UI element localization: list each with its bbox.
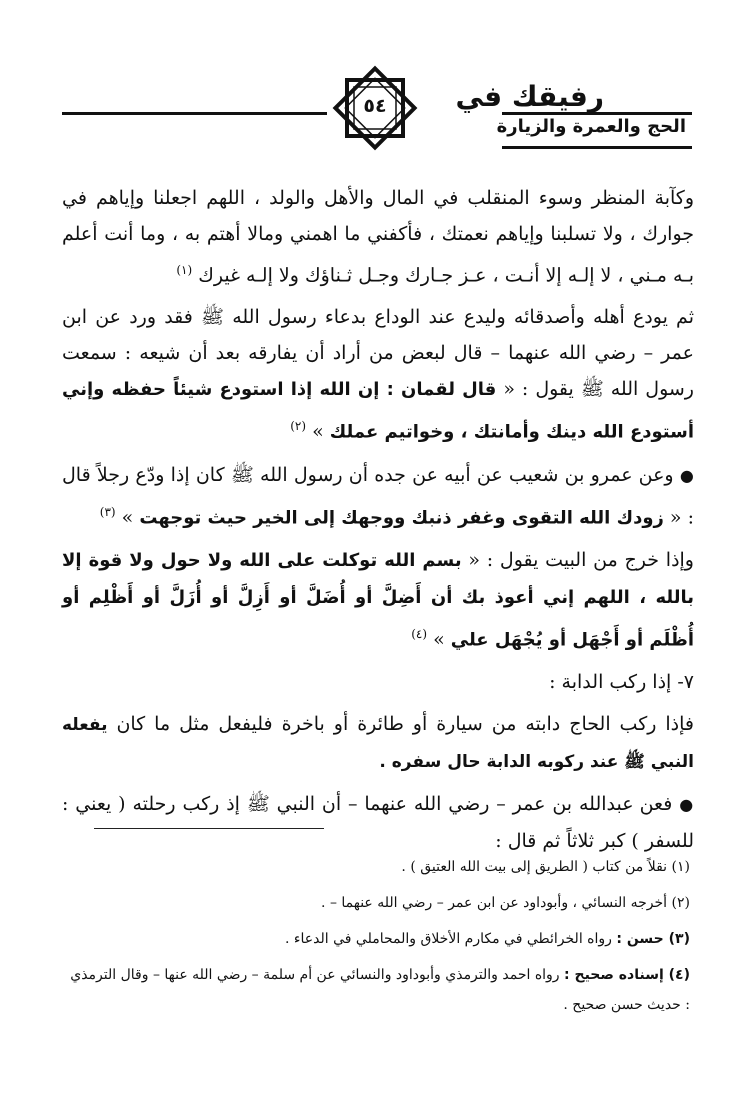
header-rule-top (502, 112, 692, 115)
bullet-icon: ● (679, 465, 694, 485)
quote-text: زودك الله التقوى وغفر ذنبك ووجهك إلى الخير حيث توجهت (139, 506, 664, 528)
quote-close: » (312, 420, 324, 443)
paragraph-text: فعن عبدالله بن عمر – رضي الله عنهما – أن النبي ﷺ إذ ركب رحلته ( يعني : للسفر ) كبر ثلاثاً ثم قال : (62, 793, 694, 853)
footnote-ref: (٤) (411, 626, 428, 641)
footnote-text: رواه الخرائطي في مكارم الأخلاق والمحاملي في الدعاء . (285, 931, 612, 947)
footnote-2: (٢) أخرجه النسائي ، وأبوداود عن ابن عمر – رضي الله عنهما – . (321, 895, 690, 911)
header-title: رفيقك في (455, 80, 604, 113)
footnote-divider (94, 828, 324, 829)
footnotes (65, 852, 690, 1026)
bullet-icon: ● (679, 795, 694, 815)
footnote-label: (٤) إسناده صحيح : (564, 967, 690, 983)
paragraph-text: وكآبة المنظر وسوء المنقلب في المال والأهل والولد ، اللهم اجعلنا وإياهم في جوارك ، ولا تسلبنا وإياهم نعمتك ، فأكفني ما اهمني ومالا أهتم به ، وما أنت أعلم بـه مـني ، لا إلـه إلا أنـت ، عـز جـارك وجـل ثـناؤك ولا إلـه غيرك (62, 187, 694, 287)
quote-text: قال لقمان : إن الله إذا استودع شيئاً حفظه وإني أستودع الله دينك وأمانتك ، وخواتيم عملك (62, 379, 694, 443)
paragraph (62, 706, 694, 780)
paragraph (62, 299, 694, 450)
paragraph-text-bold: يفعله النبي ﷺ عند ركوبه الدابة حال سفره . (62, 715, 694, 773)
footnote-ref: (٢) (290, 419, 307, 434)
paragraph-text: ثم يودع أهله وأصدقائه وليدع عند الوداع بدعاء رسول الله ﷺ فقد ورد عن ابن عمر – رضي الله عنهما – قال لبعض من أراد أن يفارقه بعد أن شيعه : سمعت رسول الله ﷺ يقول : « (62, 306, 694, 401)
quote-text: بسم الله توكلت على الله ولا حول ولا قوة إلا بالله ، اللهم إني أعوذ بك أن أَضِلَّ أو أُضَلَّ أو أَزِلَّ أو أُزَلَّ أو أَظْلِم أو أُظْلَم أو أَجْهَل أو يُجْهَل علي (62, 549, 694, 651)
footnote-3 (65, 924, 690, 954)
paragraph-text: فإذا ركب الحاج دابته من سيارة أو طائرة أو باخرة فليفعل مثل ما كان (116, 713, 695, 736)
paragraph (62, 180, 694, 293)
paragraph (62, 786, 694, 859)
paragraph-text: وعن عمرو بن شعيب عن أبيه عن جده أن رسول الله ﷺ كان إذا ودّع رجلاً قال : « (62, 463, 694, 528)
footnote-1: (١) نقلاً من كتاب ( الطريق إلى بيت الله العتيق ) . (401, 859, 690, 875)
footnote-label: (٣) حسن : (616, 931, 690, 947)
header-rule-left (62, 112, 327, 115)
footnote-ref: (١) (176, 263, 193, 277)
paragraph-text: وإذا خرج من البيت يقول : « (468, 548, 694, 571)
footnote-4 (65, 960, 690, 1020)
quote-close: » (433, 628, 445, 651)
main-text (62, 180, 694, 865)
footnote-text: رواه احمد والترمذي وأبوداود والنسائي عن أم سلمة – رضي الله عنها – وقال الترمذي : حديث حسن صحيح . (70, 967, 690, 1013)
header-rule-bottom (502, 146, 692, 149)
section-heading: ٧- إذا ركب الدابة : (549, 671, 694, 694)
paragraph (62, 542, 694, 658)
header-subtitle: الحج والعمرة والزيارة (496, 116, 686, 137)
quote-close: » (121, 505, 134, 528)
footnote-ref: (٣) (99, 504, 116, 519)
paragraph (62, 457, 694, 536)
page-number: ٥٤ (363, 95, 387, 117)
